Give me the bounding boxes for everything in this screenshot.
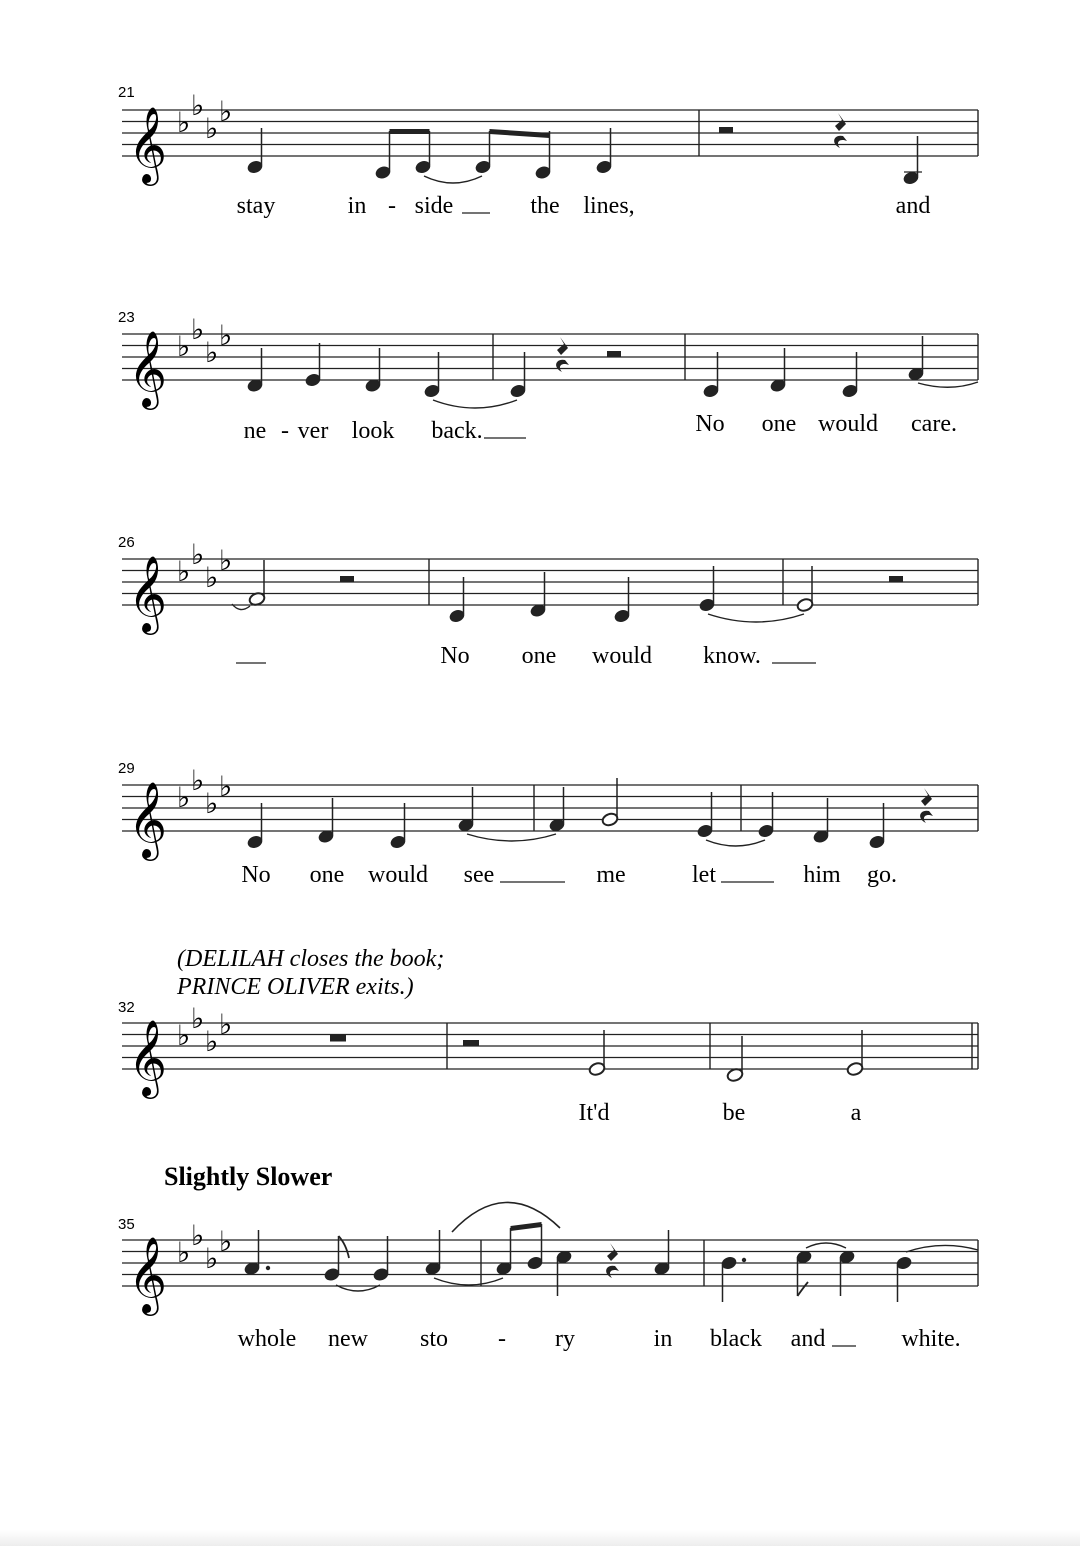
quarter-rest bbox=[834, 113, 847, 148]
half-rest bbox=[719, 127, 733, 133]
key-signature-flats bbox=[177, 313, 232, 369]
note bbox=[375, 131, 392, 180]
note bbox=[248, 560, 266, 607]
note bbox=[842, 352, 859, 398]
svg-text:see: see bbox=[463, 862, 495, 888]
note bbox=[614, 577, 631, 623]
note bbox=[415, 131, 432, 174]
tie bbox=[434, 1278, 503, 1285]
note bbox=[373, 1236, 390, 1282]
svg-text:one: one bbox=[309, 862, 345, 888]
svg-text:him: him bbox=[803, 862, 841, 888]
svg-text:No: No bbox=[695, 411, 725, 437]
tie bbox=[918, 382, 978, 387]
note bbox=[796, 1250, 813, 1296]
beam bbox=[390, 129, 430, 134]
svg-text:♭: ♭ bbox=[191, 1002, 205, 1035]
svg-text:black: black bbox=[710, 1326, 762, 1352]
svg-text:♭: ♭ bbox=[177, 106, 191, 139]
svg-text:ne: ne bbox=[243, 418, 267, 444]
treble-clef-icon: 𝄞 bbox=[128, 1019, 168, 1096]
tie bbox=[433, 400, 517, 408]
half-rest bbox=[340, 576, 354, 582]
note bbox=[527, 1224, 544, 1270]
system-29 bbox=[118, 760, 978, 888]
slur bbox=[452, 1202, 560, 1232]
svg-text:a: a bbox=[850, 1100, 862, 1126]
svg-text:care.: care. bbox=[911, 411, 957, 437]
note bbox=[758, 792, 775, 838]
system-35 bbox=[118, 1162, 978, 1352]
svg-text:side: side bbox=[414, 193, 454, 219]
lyrics bbox=[237, 193, 931, 219]
tie bbox=[708, 614, 804, 622]
page-bottom-edge bbox=[0, 1530, 1080, 1546]
note bbox=[556, 1250, 573, 1296]
note bbox=[318, 798, 335, 844]
quarter-rest bbox=[556, 337, 569, 372]
tie bbox=[806, 1243, 846, 1248]
measure-number: 26 bbox=[118, 534, 135, 551]
svg-text:♭: ♭ bbox=[219, 770, 233, 803]
staff-lines bbox=[122, 334, 978, 380]
key-signature-flats bbox=[177, 89, 232, 145]
note bbox=[530, 572, 547, 618]
tie bbox=[467, 834, 556, 841]
note bbox=[244, 1230, 271, 1276]
treble-clef-icon: 𝄞 bbox=[128, 1236, 168, 1313]
svg-text:me: me bbox=[596, 862, 626, 888]
svg-text:♭: ♭ bbox=[205, 561, 219, 594]
note bbox=[796, 566, 814, 613]
staff-lines bbox=[122, 785, 978, 831]
svg-text:♭: ♭ bbox=[205, 1025, 219, 1058]
svg-text:♭: ♭ bbox=[219, 1008, 233, 1041]
lyrics bbox=[440, 643, 761, 669]
system-32 bbox=[118, 946, 978, 1126]
svg-text:ver: ver bbox=[297, 418, 329, 444]
measure-number: 35 bbox=[118, 1216, 135, 1233]
note bbox=[896, 1256, 913, 1302]
key-signature-flats bbox=[177, 538, 232, 594]
svg-text:♭: ♭ bbox=[219, 1225, 233, 1258]
treble-clef-icon: 𝄞 bbox=[128, 781, 168, 858]
note bbox=[475, 131, 492, 174]
lyrics bbox=[244, 411, 957, 444]
svg-text:back.: back. bbox=[431, 418, 483, 444]
svg-text:-: - bbox=[281, 418, 289, 444]
svg-text:♭: ♭ bbox=[177, 781, 191, 814]
svg-text:and: and bbox=[790, 1326, 826, 1352]
svg-text:♭: ♭ bbox=[191, 313, 205, 346]
half-rest bbox=[463, 1040, 479, 1046]
svg-text:♭: ♭ bbox=[177, 330, 191, 363]
half-rest bbox=[889, 576, 903, 582]
note bbox=[588, 1030, 606, 1077]
svg-text:one: one bbox=[761, 411, 797, 437]
key-signature-flats bbox=[177, 1002, 232, 1058]
svg-text:No: No bbox=[440, 643, 470, 669]
svg-text:the: the bbox=[530, 193, 560, 219]
svg-text:sto: sto bbox=[419, 1326, 449, 1352]
note bbox=[770, 348, 787, 393]
svg-text:♭: ♭ bbox=[205, 1242, 219, 1275]
svg-text:♭: ♭ bbox=[191, 764, 205, 797]
svg-text:♭: ♭ bbox=[177, 1236, 191, 1269]
svg-text:be: be bbox=[722, 1100, 746, 1126]
svg-text:go.: go. bbox=[867, 862, 897, 888]
key-signature-flats bbox=[177, 1219, 232, 1275]
svg-text:whole: whole bbox=[237, 1326, 297, 1352]
svg-text:ry: ry bbox=[555, 1326, 575, 1352]
svg-text:♭: ♭ bbox=[219, 319, 233, 352]
system-21 bbox=[118, 84, 978, 219]
note bbox=[535, 131, 552, 180]
note bbox=[813, 798, 830, 844]
note bbox=[654, 1230, 671, 1276]
svg-text:one: one bbox=[521, 643, 557, 669]
svg-text:♭: ♭ bbox=[191, 1219, 205, 1252]
note bbox=[697, 792, 714, 838]
staff-lines bbox=[122, 1023, 978, 1069]
svg-text:know.: know. bbox=[703, 643, 761, 669]
measure-number: 21 bbox=[118, 84, 135, 101]
lyrics bbox=[579, 1100, 862, 1126]
svg-text:♭: ♭ bbox=[177, 1019, 191, 1052]
note bbox=[425, 1230, 442, 1276]
note bbox=[365, 348, 382, 393]
lyrics bbox=[241, 862, 897, 888]
note bbox=[549, 787, 566, 832]
svg-text:♭: ♭ bbox=[219, 544, 233, 577]
svg-text:white.: white. bbox=[901, 1326, 961, 1352]
note bbox=[458, 787, 475, 832]
half-rest bbox=[607, 351, 621, 357]
note bbox=[596, 128, 613, 174]
note bbox=[839, 1250, 856, 1296]
tie bbox=[706, 840, 765, 846]
note bbox=[247, 803, 264, 849]
treble-clef-icon: 𝄞 bbox=[128, 330, 168, 407]
note bbox=[846, 1030, 864, 1077]
note bbox=[699, 566, 716, 612]
note bbox=[449, 577, 466, 623]
note bbox=[903, 136, 922, 185]
svg-text:♭: ♭ bbox=[177, 555, 191, 588]
note bbox=[703, 352, 720, 398]
svg-text:It'd: It'd bbox=[578, 1100, 610, 1126]
whole-rest bbox=[330, 1035, 346, 1042]
treble-clef-icon: 𝄞 bbox=[128, 106, 168, 183]
note bbox=[305, 343, 322, 387]
measure-number: 29 bbox=[118, 760, 135, 777]
svg-text:♭: ♭ bbox=[205, 787, 219, 820]
note bbox=[726, 1036, 744, 1083]
svg-text:-: - bbox=[498, 1326, 506, 1352]
svg-text:in: in bbox=[347, 193, 367, 219]
note bbox=[390, 803, 407, 849]
svg-text:and: and bbox=[895, 193, 931, 219]
svg-text:would: would bbox=[592, 643, 652, 669]
tie bbox=[424, 176, 482, 183]
system-26 bbox=[118, 534, 978, 669]
tempo-marking: Slightly Slower bbox=[164, 1162, 333, 1191]
beam bbox=[490, 129, 550, 138]
svg-text:♭: ♭ bbox=[219, 95, 233, 128]
staff-lines bbox=[122, 1240, 978, 1286]
svg-text:♭: ♭ bbox=[191, 89, 205, 122]
system-23 bbox=[118, 309, 978, 444]
svg-text:in: in bbox=[653, 1326, 673, 1352]
quarter-rest bbox=[920, 788, 933, 823]
svg-text:-: - bbox=[388, 193, 396, 219]
stage-direction bbox=[176, 946, 444, 1000]
quarter-rest bbox=[606, 1243, 619, 1278]
svg-text:let: let bbox=[692, 862, 716, 888]
measure-number: 32 bbox=[118, 999, 135, 1016]
svg-text:new: new bbox=[328, 1326, 368, 1352]
svg-text:♭: ♭ bbox=[205, 336, 219, 369]
note bbox=[247, 348, 264, 393]
svg-text:No: No bbox=[241, 862, 271, 888]
svg-text:would: would bbox=[818, 411, 878, 437]
svg-text:lines,: lines, bbox=[583, 193, 635, 219]
note bbox=[247, 128, 264, 174]
measure-number: 23 bbox=[118, 309, 135, 326]
lyrics bbox=[238, 1326, 961, 1352]
treble-clef-icon: 𝄞 bbox=[128, 555, 168, 632]
svg-text:PRINCE OLIVER exits.): PRINCE OLIVER exits.) bbox=[177, 974, 414, 1000]
key-signature-flats bbox=[177, 764, 232, 820]
svg-text:stay: stay bbox=[236, 193, 276, 219]
svg-text:would: would bbox=[368, 862, 428, 888]
svg-text:♭: ♭ bbox=[205, 112, 219, 145]
svg-text:look: look bbox=[351, 418, 395, 444]
note bbox=[424, 352, 441, 398]
note bbox=[510, 352, 527, 398]
svg-text:♭: ♭ bbox=[191, 538, 205, 571]
note bbox=[869, 803, 886, 849]
svg-text:(DELILAH closes the book;: (DELILAH closes the book; bbox=[177, 946, 445, 972]
beam bbox=[511, 1222, 542, 1231]
note bbox=[908, 336, 925, 381]
